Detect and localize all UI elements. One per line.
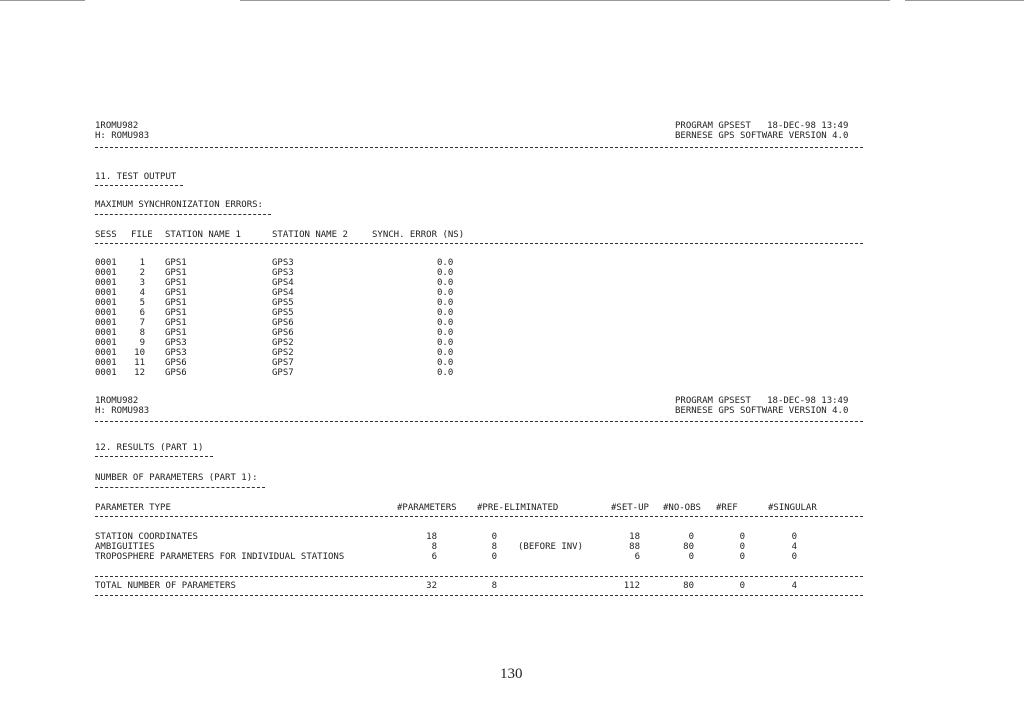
station-1-cell: GPS1 (165, 268, 187, 278)
pre-eliminated-note: (BEFORE INV) (518, 542, 584, 552)
no-obs-cell: 0 (688, 552, 694, 562)
station-1-cell: GPS1 (165, 288, 187, 298)
synch-error-cell: 0.0 (437, 338, 454, 348)
no-obs-cell: 80 (683, 581, 694, 591)
station-1-cell: GPS1 (165, 278, 187, 288)
col-header-no-obs: #NO-OBS (663, 503, 701, 513)
station-2-cell: GPS6 (272, 328, 294, 338)
station-2-cell: GPS4 (272, 288, 294, 298)
station-1-cell: GPS6 (165, 358, 187, 368)
section-subtitle: NUMBER OF PARAMETERS (PART 1): (95, 473, 258, 483)
synch-error-cell: 0.0 (437, 298, 454, 308)
ref-cell: 0 (739, 542, 745, 552)
sess-cell: 0001 (95, 358, 117, 368)
singular-cell: 4 (791, 542, 797, 552)
header-divider (95, 147, 863, 148)
table-header-divider (95, 516, 863, 517)
pre-eliminated-cell: 0 (491, 552, 497, 562)
synch-error-cell: 0.0 (437, 288, 454, 298)
set-up-cell: 88 (629, 542, 640, 552)
col-header-synch-error: SYNCH. ERROR (NS) (372, 230, 465, 240)
section-title: 11. TEST OUTPUT (95, 172, 177, 182)
synch-error-cell: 0.0 (437, 358, 454, 368)
ref-cell: 0 (739, 552, 745, 562)
parameters-cell: 8 (431, 542, 437, 552)
job-id: 1ROMU982 (95, 396, 139, 406)
header-divider (95, 421, 863, 422)
col-header-sess: SESS (95, 230, 117, 240)
host-label: H: ROMU983 (95, 131, 150, 141)
station-2-cell: GPS5 (272, 298, 294, 308)
station-2-cell: GPS2 (272, 338, 294, 348)
col-header-set-up: #SET-UP (611, 503, 649, 513)
no-obs-cell: 80 (683, 542, 694, 552)
parameter-type-cell: AMBIGUITIES (95, 542, 155, 552)
pre-eliminated-cell: 8 (491, 542, 497, 552)
col-header-parameter-type: PARAMETER TYPE (95, 503, 171, 513)
subtitle-underline (95, 214, 271, 215)
pre-eliminated-cell: 0 (491, 532, 497, 542)
software-version: BERNESE GPS SOFTWARE VERSION 4.0 (675, 131, 849, 141)
col-header-station-2: STATION NAME 2 (272, 230, 348, 240)
station-2-cell: GPS3 (272, 258, 294, 268)
col-header-pre-eliminated: #PRE-ELIMINATED (477, 503, 559, 513)
singular-cell: 0 (791, 552, 797, 562)
sess-cell: 0001 (95, 258, 117, 268)
col-header-parameters: #PARAMETERS (397, 503, 457, 513)
station-1-cell: GPS6 (165, 368, 187, 378)
sess-cell: 0001 (95, 338, 117, 348)
software-version: BERNESE GPS SOFTWARE VERSION 4.0 (675, 406, 849, 416)
parameters-cell: 32 (426, 581, 437, 591)
station-1-cell: GPS1 (165, 298, 187, 308)
synch-error-cell: 0.0 (437, 348, 454, 358)
synch-error-cell: 0.0 (437, 268, 454, 278)
singular-cell: 4 (791, 581, 797, 591)
set-up-cell: 18 (629, 532, 640, 542)
total-divider (95, 576, 863, 577)
synch-error-cell: 0.0 (437, 258, 454, 268)
col-header-file: FILE (131, 230, 153, 240)
table-bottom-divider (95, 595, 863, 596)
sess-cell: 0001 (95, 308, 117, 318)
ref-cell: 0 (739, 581, 745, 591)
section-subtitle: MAXIMUM SYNCHRONIZATION ERRORS: (95, 200, 263, 210)
page-number: 130 (500, 666, 523, 682)
sess-cell: 0001 (95, 278, 117, 288)
parameters-cell: 6 (431, 552, 437, 562)
station-2-cell: GPS5 (272, 308, 294, 318)
sess-cell: 0001 (95, 288, 117, 298)
title-underline (95, 456, 213, 457)
station-1-cell: GPS1 (165, 318, 187, 328)
station-2-cell: GPS4 (272, 278, 294, 288)
sess-cell: 0001 (95, 328, 117, 338)
singular-cell: 0 (791, 532, 797, 542)
synch-error-cell: 0.0 (437, 328, 454, 338)
col-header-ref: #REF (716, 503, 738, 513)
table-header-divider (95, 243, 863, 244)
synch-error-cell: 0.0 (437, 308, 454, 318)
station-2-cell: GPS7 (272, 368, 294, 378)
station-2-cell: GPS2 (272, 348, 294, 358)
scan-edge-line (0, 0, 1024, 2)
station-1-cell: GPS3 (165, 338, 187, 348)
station-2-cell: GPS7 (272, 358, 294, 368)
station-1-cell: GPS3 (165, 348, 187, 358)
sess-cell: 0001 (95, 318, 117, 328)
sess-cell: 0001 (95, 368, 117, 378)
station-2-cell: GPS6 (272, 318, 294, 328)
section-title: 12. RESULTS (PART 1) (95, 443, 204, 453)
subtitle-underline (95, 487, 265, 488)
sess-cell: 0001 (95, 298, 117, 308)
col-header-station-1: STATION NAME 1 (165, 230, 241, 240)
host-label: H: ROMU983 (95, 406, 150, 416)
set-up-cell: 6 (634, 552, 640, 562)
station-1-cell: GPS1 (165, 308, 187, 318)
station-1-cell: GPS1 (165, 328, 187, 338)
pre-eliminated-cell: 8 (491, 581, 497, 591)
parameter-type-cell: TROPOSPHERE PARAMETERS FOR INDIVIDUAL STATIONS (95, 552, 345, 562)
station-1-cell: GPS1 (165, 258, 187, 268)
synch-error-cell: 0.0 (437, 368, 454, 378)
parameter-type-cell: TOTAL NUMBER OF PARAMETERS (95, 581, 236, 591)
sess-cell: 0001 (95, 268, 117, 278)
station-2-cell: GPS3 (272, 268, 294, 278)
parameter-type-cell: STATION COORDINATES (95, 532, 198, 542)
job-id: 1ROMU982 (95, 121, 139, 131)
program-info: PROGRAM GPSEST 18-DEC-98 13:49 (675, 121, 849, 131)
program-info: PROGRAM GPSEST 18-DEC-98 13:49 (675, 396, 849, 406)
no-obs-cell: 0 (688, 532, 694, 542)
title-underline (95, 185, 183, 186)
parameters-cell: 18 (426, 532, 437, 542)
col-header-singular: #SINGULAR (768, 503, 817, 513)
ref-cell: 0 (739, 532, 745, 542)
synch-error-cell: 0.0 (437, 318, 454, 328)
set-up-cell: 112 (623, 581, 640, 591)
synch-error-cell: 0.0 (437, 278, 454, 288)
sess-cell: 0001 (95, 348, 117, 358)
